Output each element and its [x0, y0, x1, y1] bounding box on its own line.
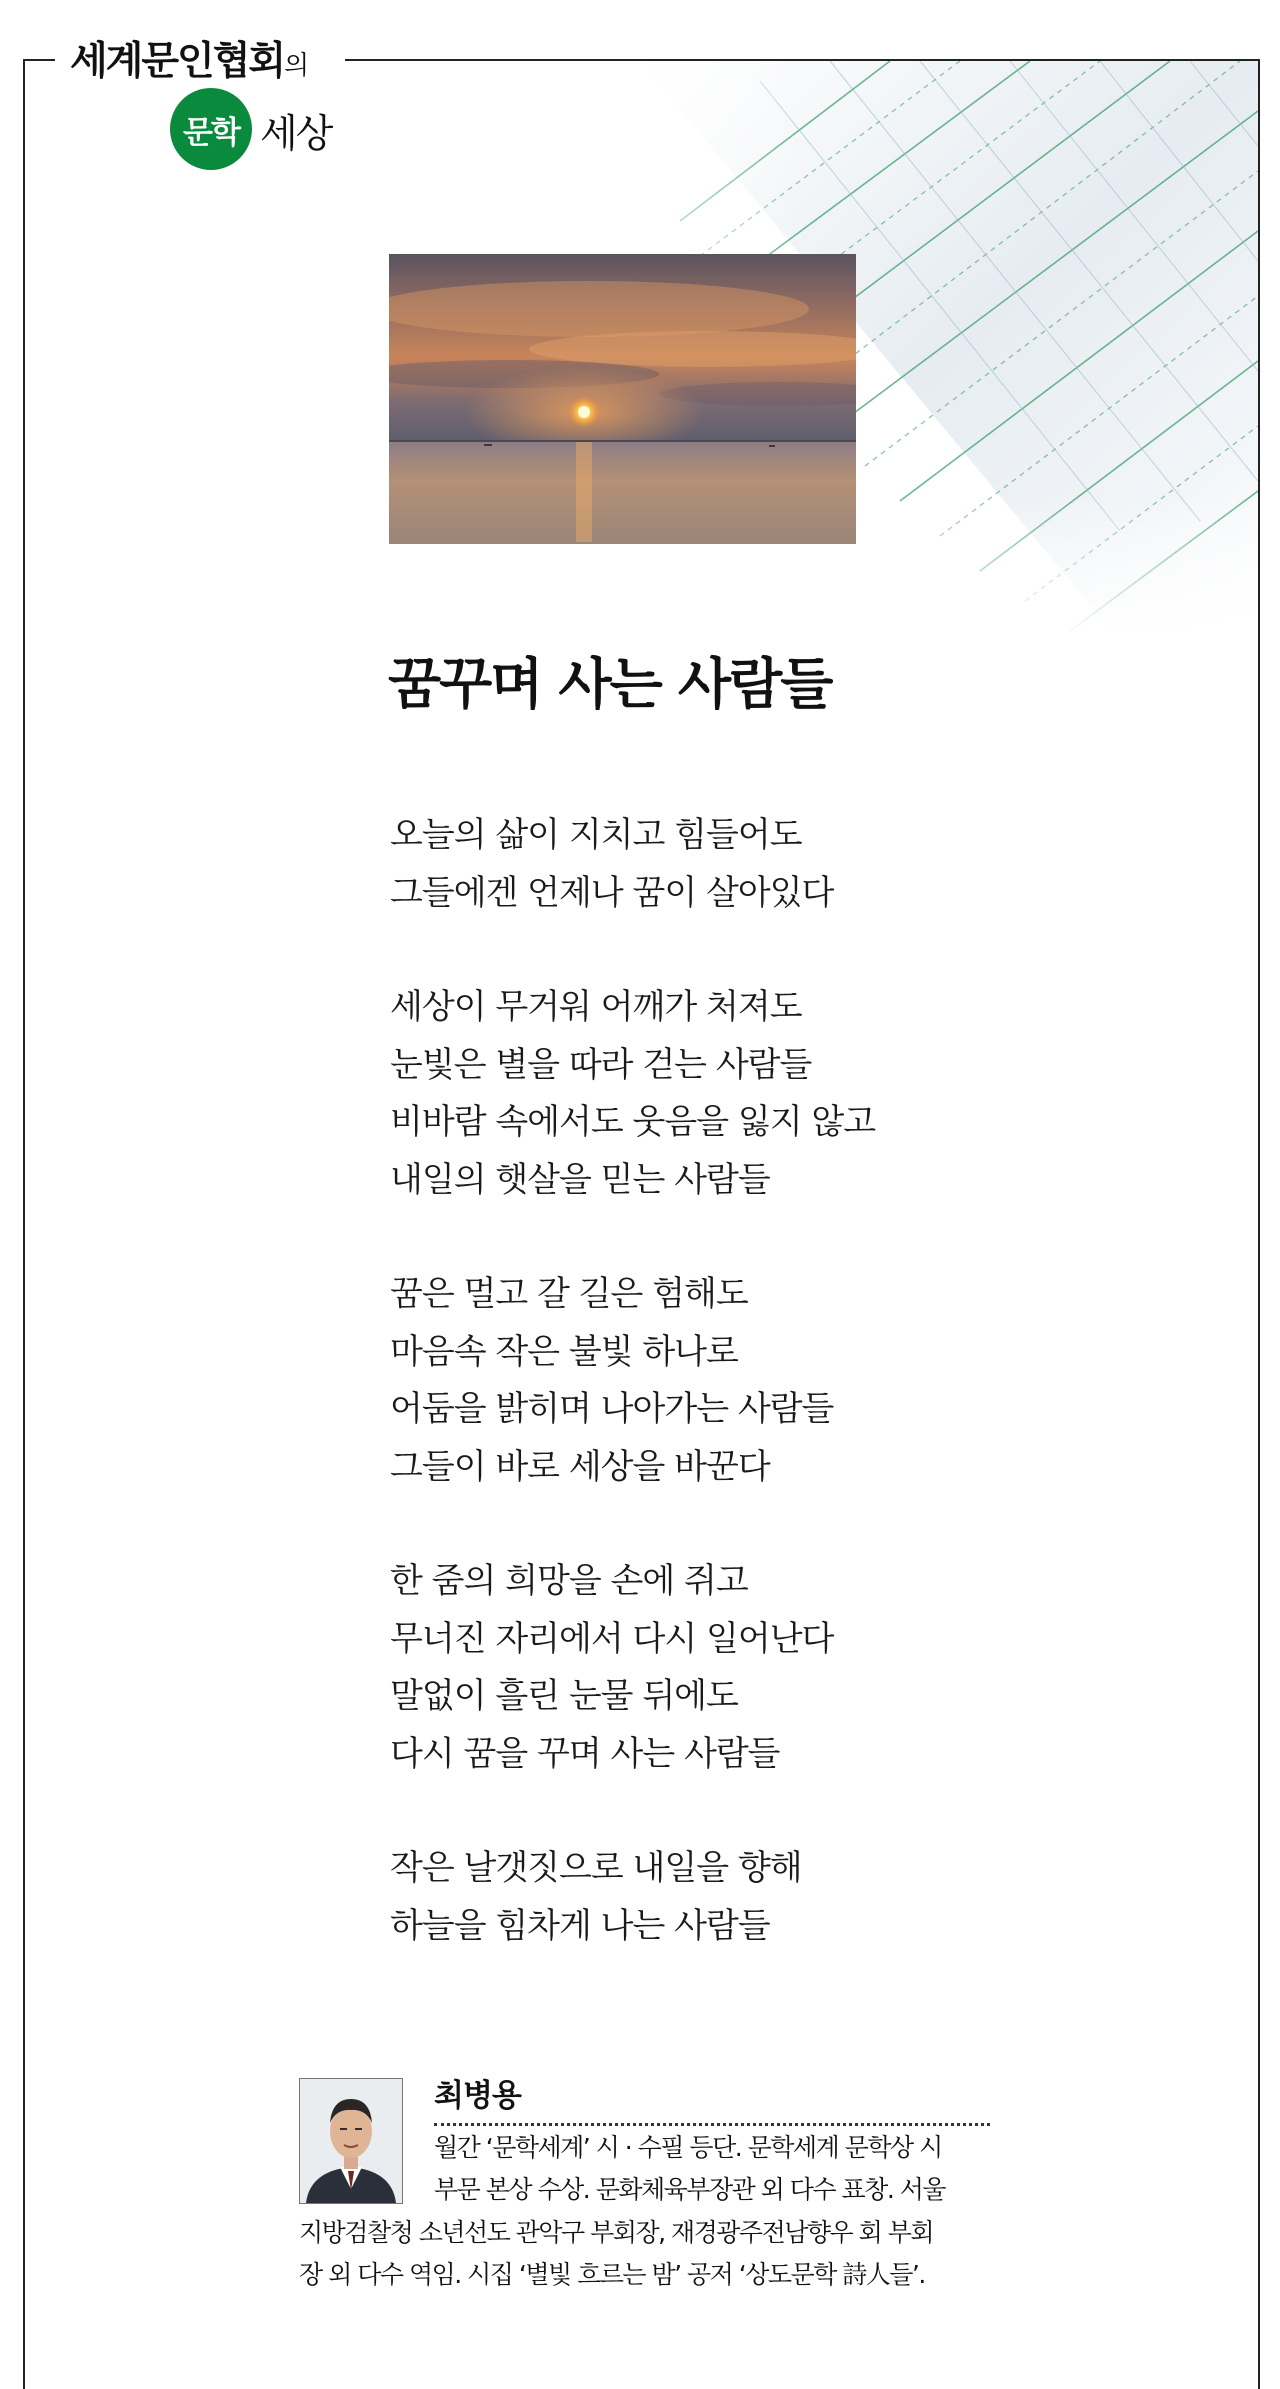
stanza — [390, 1266, 1090, 1496]
poem-line: 그들이 바로 세상을 바꾼다 — [390, 1446, 770, 1487]
poem-line: 어둠을 밝히며 나아가는 사람들 — [390, 1389, 834, 1429]
poem-line: 내일의 햇살을 믿는 사람들 — [390, 1159, 770, 1200]
poem-line: 세상이 무거워 어깨가 처져도 — [390, 987, 802, 1027]
poem-line: 무너진 자리에서 다시 일어난다 — [390, 1618, 834, 1659]
header — [55, 30, 345, 180]
author-divider — [434, 2123, 990, 2126]
poem-line: 한 줌의 희망을 손에 쥐고 — [390, 1561, 748, 1601]
poem-line: 비바람 속에서도 웃음을 잃지 않고 — [390, 1102, 876, 1142]
poem-line: 눈빛은 별을 따라 걷는 사람들 — [390, 1044, 812, 1085]
author-bio-line: 지방검찰청 소년선도 관악구 부회장, 재경광주전남향우 회 부회 — [299, 2218, 934, 2247]
sunset-photo — [389, 254, 856, 544]
poem-line: 말없이 흘린 눈물 뒤에도 — [390, 1676, 738, 1716]
author-bio-line: 월간 ‘문학세계’ 시 · 수필 등단. 문학세계 문학상 시 — [434, 2133, 942, 2162]
poem-line: 다시 꿈을 꾸며 사는 사람들 — [390, 1733, 780, 1774]
author-bio-line: 부문 본상 수상. 문화체육부장관 외 다수 표창. 서울 — [434, 2175, 946, 2204]
munhak-badge: 문학 — [170, 88, 252, 170]
poem-body — [390, 807, 1090, 2012]
badge-suffix: 세상 — [260, 112, 332, 157]
poem-line: 하늘을 힘차게 나는 사람들 — [390, 1905, 770, 1946]
stanza — [390, 1840, 1090, 1955]
stanza — [390, 1553, 1090, 1783]
stanza — [390, 979, 1090, 1209]
author-name: 최병용 — [434, 2078, 521, 2114]
poem-title: 꿈꾸며 사는 사람들 — [388, 651, 832, 716]
stanza — [390, 807, 1090, 922]
author-bio-line: 장 외 다수 역임. 시집 ‘별빛 흐르는 밤’ 공저 ‘상도문학 詩人들’. — [299, 2260, 925, 2289]
poem-line: 꿈은 멀고 갈 길은 험해도 — [390, 1274, 748, 1314]
poem-line: 마음속 작은 불빛 하나로 — [390, 1331, 738, 1372]
poem-line: 그들에겐 언제나 꿈이 살아있다 — [390, 872, 834, 913]
author-portrait — [299, 2078, 403, 2204]
org-title: 세계문인협회의 — [70, 39, 309, 84]
poem-line: 오늘의 삶이 지치고 힘들어도 — [390, 815, 802, 855]
poem-line: 작은 날갯짓으로 내일을 향해 — [390, 1848, 802, 1888]
